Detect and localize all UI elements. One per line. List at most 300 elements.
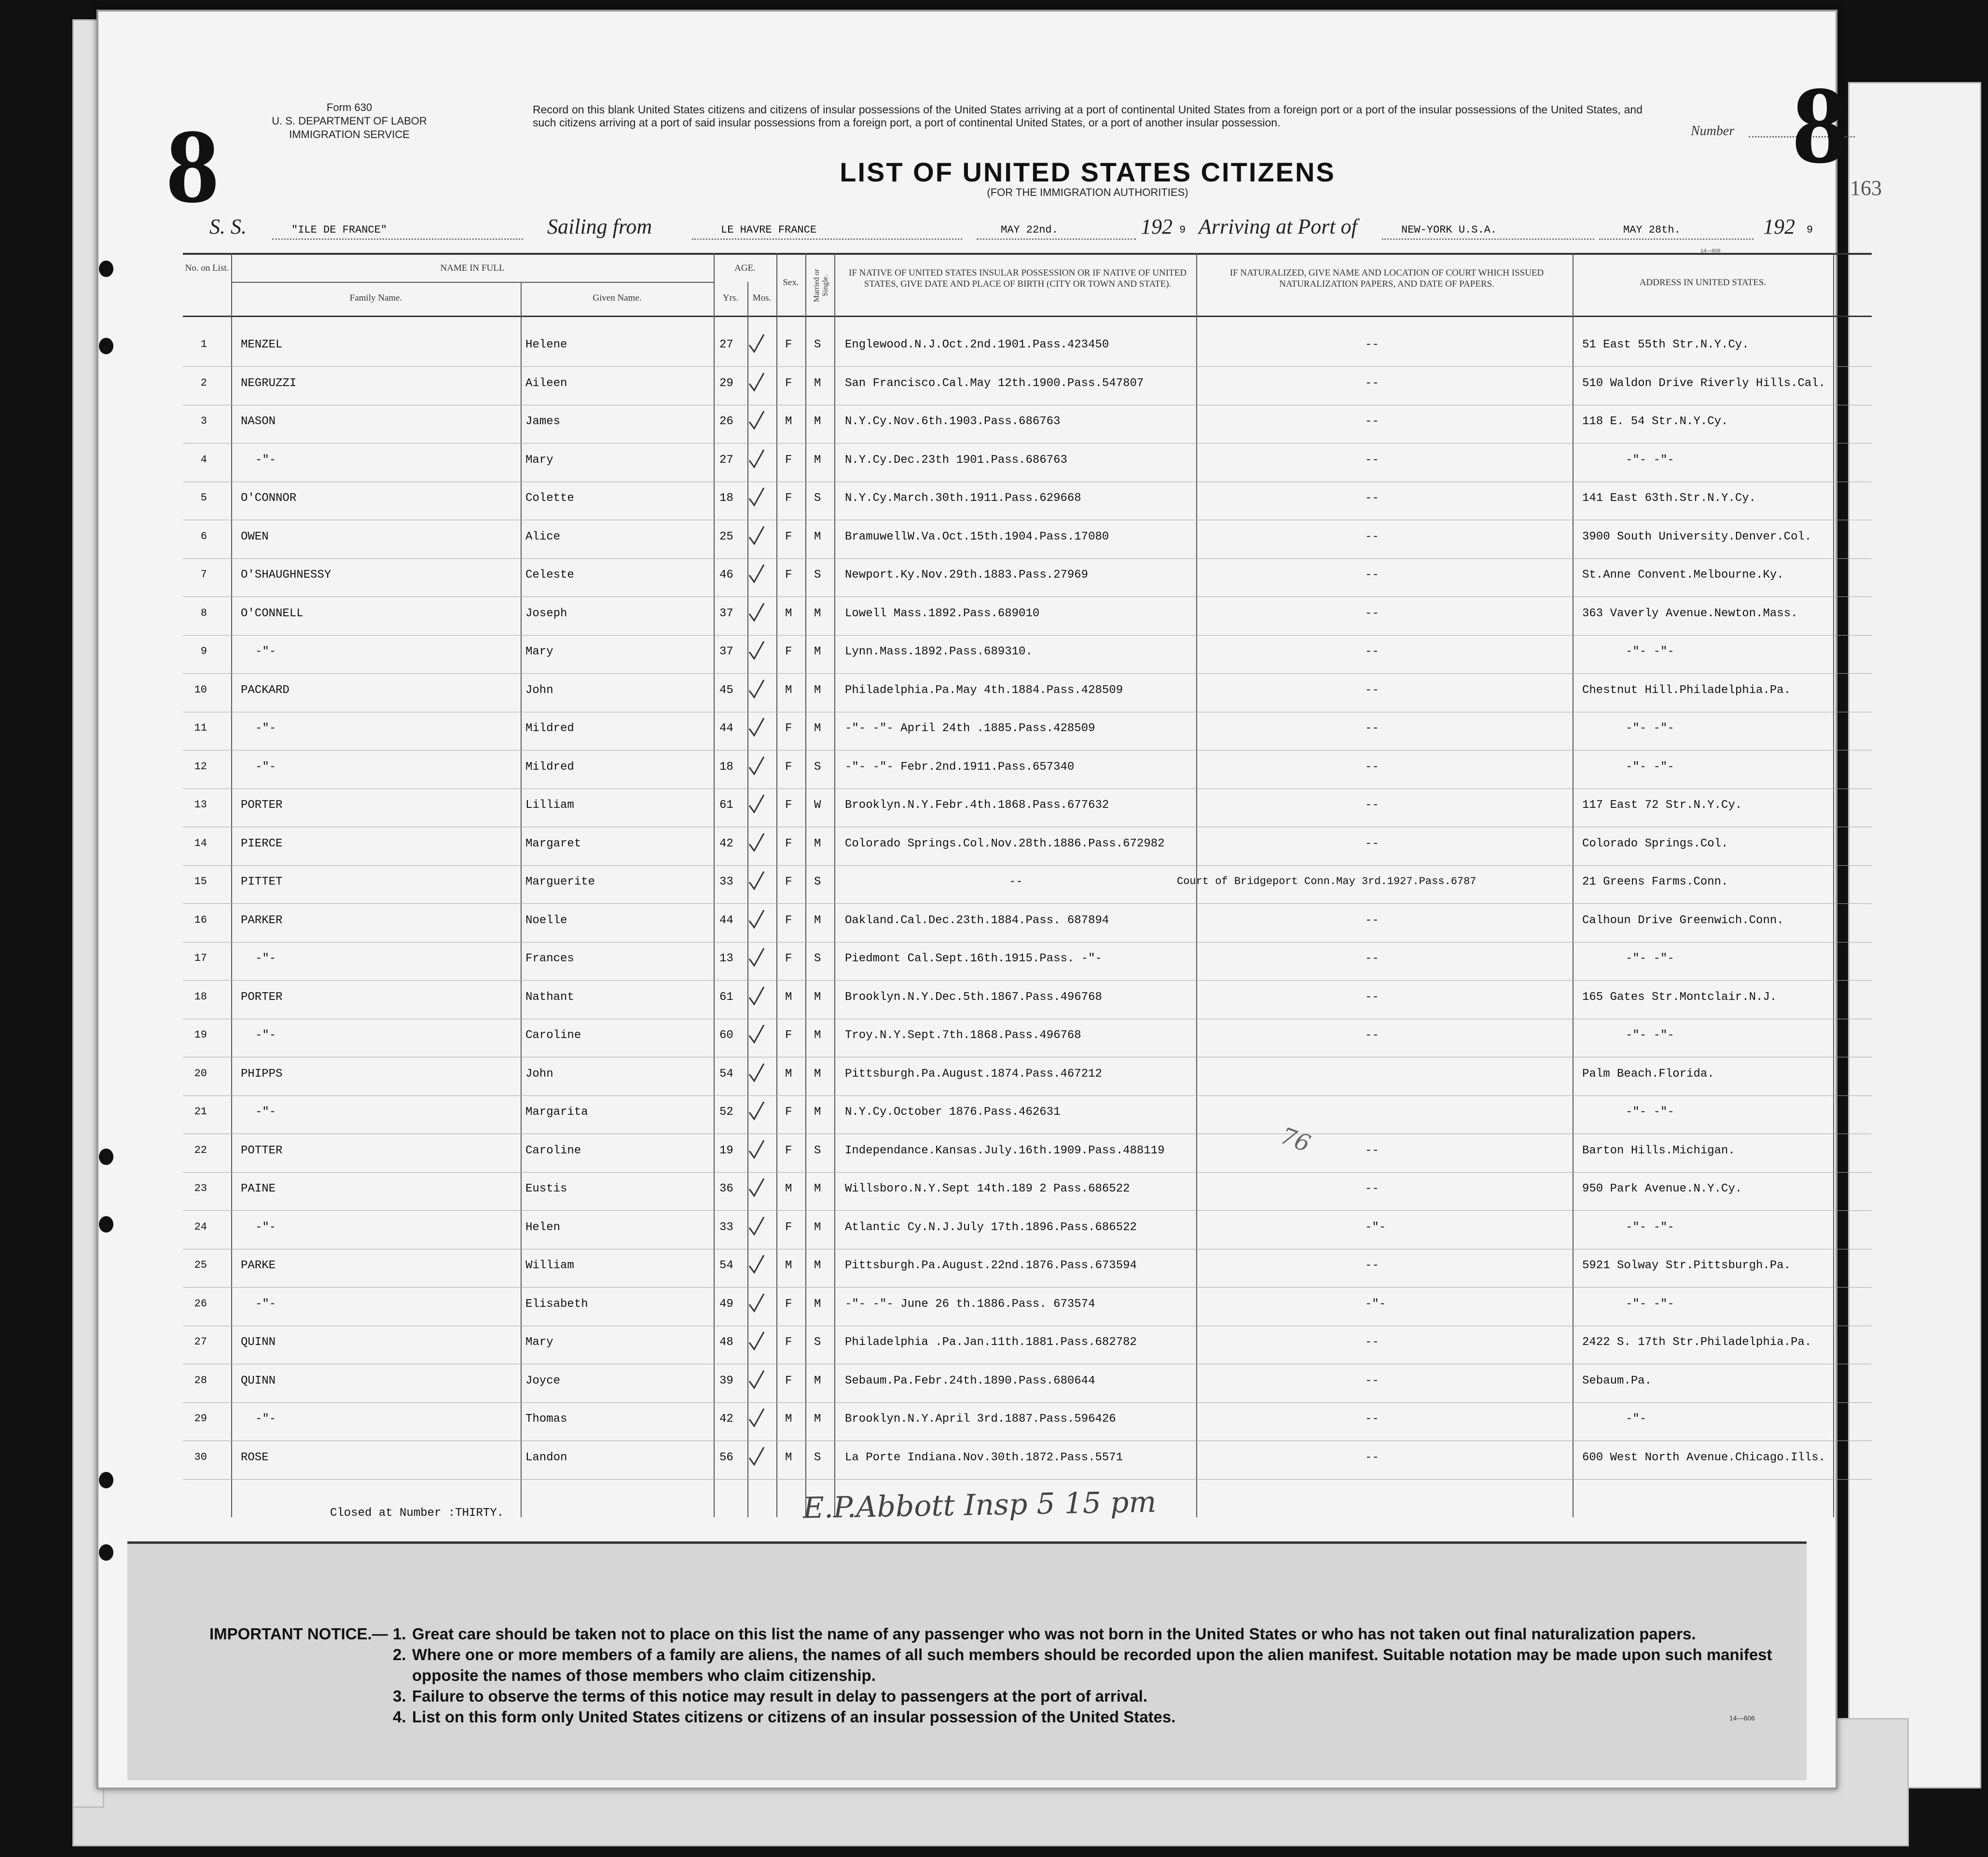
family-name-cell: O'CONNELL: [241, 607, 304, 620]
naturalization-cell: --: [1365, 799, 1379, 812]
age-years-cell: 54: [719, 1067, 733, 1081]
sex-cell: M: [785, 1413, 792, 1426]
age-years-cell: 45: [719, 683, 733, 697]
notice-item: 3. Failure to observe the terms of this notice may result in delay to passengers at the port of arrival.: [393, 1687, 1147, 1705]
family-name-cell: -"-: [255, 1029, 276, 1042]
age-years-cell: 25: [719, 530, 733, 543]
row-number: 17: [194, 952, 207, 964]
manifest-page: [97, 10, 1882, 1789]
family-name-cell: -"-: [255, 1220, 276, 1234]
address-cell: -"- -"-: [1626, 1297, 1674, 1311]
family-name-cell: PITTET: [241, 875, 283, 888]
address-cell: -"- -"-: [1626, 1220, 1674, 1234]
check-mark-icon: [748, 755, 765, 776]
marital-status-cell: M: [814, 1067, 821, 1081]
row-number: 12: [194, 760, 207, 773]
family-name-cell: PIERCE: [241, 837, 283, 850]
sex-cell: F: [785, 530, 792, 543]
sex-cell: F: [785, 1144, 792, 1157]
row-number: 8: [200, 607, 207, 619]
naturalization-cell: --: [1365, 453, 1379, 467]
form-id-line: Form 630: [326, 101, 373, 113]
check-mark-icon: [748, 831, 765, 853]
check-mark-icon: [748, 1369, 765, 1390]
marital-status-cell: M: [814, 1259, 821, 1272]
age-years-cell: 42: [719, 1413, 733, 1426]
birth-cell: Brooklyn.N.Y.April 3rd.1887.Pass.596426: [845, 1413, 1116, 1426]
binder-hole: [99, 1544, 113, 1561]
address-cell: -"- -"-: [1626, 1029, 1674, 1042]
sex-cell: M: [785, 990, 792, 1004]
given-name-cell: John: [525, 683, 553, 697]
check-mark-icon: [748, 1100, 765, 1121]
family-name-cell: MENZEL: [241, 338, 283, 351]
row-number: 14: [194, 837, 207, 849]
age-years-cell: 37: [719, 645, 733, 658]
birth-cell: Piedmont Cal.Sept.16th.1915.Pass. -"-: [845, 952, 1102, 965]
header-name-in-full: NAME IN FULL: [440, 263, 505, 273]
family-name-cell: PACKARD: [241, 683, 290, 697]
given-name-cell: Elisabeth: [525, 1297, 588, 1311]
family-name-cell: -"-: [255, 760, 276, 774]
naturalization-cell: --: [1365, 530, 1379, 543]
family-name-cell: PARKER: [241, 914, 283, 927]
address-cell: 363 Vaverly Avenue.Newton.Mass.: [1582, 607, 1798, 620]
marital-status-cell: S: [814, 1144, 821, 1157]
check-mark-icon: [748, 1407, 765, 1428]
row-rule: [183, 635, 1872, 636]
sex-cell: F: [785, 568, 792, 582]
address-cell: 2422 S. 17th Str.Philadelphia.Pa.: [1582, 1336, 1812, 1349]
row-number: 5: [200, 492, 207, 504]
given-name-cell: Caroline: [525, 1144, 581, 1157]
address-cell: Palm Beach.Florida.: [1582, 1067, 1714, 1081]
notice-item: 1. Great care should be taken not to place on this list the name of any passenger who was not born in the United States or who has not taken out final naturalization papers.: [393, 1625, 1696, 1643]
age-years-cell: 26: [719, 415, 733, 428]
address-cell: 5921 Solway Str.Pittsburgh.Pa.: [1582, 1259, 1791, 1272]
marital-status-cell: W: [814, 799, 821, 812]
marital-status-cell: M: [814, 530, 821, 543]
sex-cell: F: [785, 1336, 792, 1349]
header-yrs: Yrs.: [722, 293, 739, 303]
row-number: 23: [194, 1182, 207, 1194]
row-number: 15: [194, 875, 207, 887]
check-mark-icon: [748, 1138, 765, 1160]
given-name-cell: Aileen: [525, 376, 567, 390]
check-mark-icon: [748, 486, 765, 507]
naturalization-cell: --: [1365, 1182, 1379, 1195]
birth-cell: BramuwellW.Va.Oct.15th.1904.Pass.17080: [845, 530, 1109, 543]
address-cell: 117 East 72 Str.N.Y.Cy.: [1582, 799, 1742, 812]
row-rule: [183, 1095, 1872, 1096]
row-rule: [183, 865, 1872, 866]
family-name-cell: OWEN: [241, 530, 269, 543]
check-mark-icon: [748, 333, 765, 354]
given-name-cell: Thomas: [525, 1413, 567, 1426]
address-cell: -"- -"-: [1626, 645, 1674, 658]
header-family-name: Family Name.: [349, 293, 402, 303]
age-years-cell: 33: [719, 1220, 733, 1234]
age-years-cell: 61: [719, 799, 733, 812]
marital-status-cell: S: [814, 338, 821, 351]
header-no-on-list: No. on List.: [185, 263, 229, 273]
naturalization-cell: --: [1365, 1259, 1379, 1272]
birth-cell: Pittsburgh.Pa.August.1874.Pass.467212: [845, 1067, 1102, 1081]
marital-status-cell: M: [814, 1413, 821, 1426]
naturalization-cell: --: [1365, 607, 1379, 620]
header-subrule: [231, 282, 714, 283]
year-prefix-arrival: 192: [1763, 215, 1795, 238]
birth-cell: Sebaum.Pa.Febr.24th.1890.Pass.680644: [845, 1374, 1095, 1387]
naturalization-cell: -"-: [1365, 1297, 1386, 1311]
given-name-cell: Joseph: [525, 607, 567, 620]
age-years-cell: 18: [719, 492, 733, 505]
row-rule: [183, 366, 1872, 367]
given-name-cell: Mary: [525, 453, 553, 467]
birth-cell: Lowell Mass.1892.Pass.689010: [845, 607, 1040, 620]
age-years-cell: 18: [719, 760, 733, 774]
form-id-line: IMMIGRATION SERVICE: [289, 128, 410, 140]
age-years-cell: 61: [719, 990, 733, 1004]
address-cell: Sebaum.Pa.: [1582, 1374, 1652, 1387]
age-years-cell: 39: [719, 1374, 733, 1387]
page-subtitle: (FOR THE IMMIGRATION AUTHORITIES): [987, 186, 1188, 198]
naturalization-cell: --: [1365, 1029, 1379, 1042]
row-rule: [183, 596, 1872, 597]
age-years-cell: 56: [719, 1451, 733, 1464]
form-code-small: 14—606: [1700, 248, 1721, 254]
given-name-cell: Margarita: [525, 1106, 588, 1119]
birth-cell: Brooklyn.N.Y.Dec.5th.1867.Pass.496768: [845, 990, 1102, 1004]
check-mark-icon: [748, 1177, 765, 1198]
check-mark-icon: [748, 563, 765, 584]
passenger-table: [183, 253, 1872, 1517]
given-name-cell: Joyce: [525, 1374, 561, 1387]
number-value: 8: [1792, 63, 1848, 186]
check-mark-icon: [748, 1215, 765, 1236]
given-name-cell: Lilliam: [525, 799, 574, 812]
form-code: 14—606: [1729, 1714, 1755, 1722]
age-years-cell: 27: [719, 338, 733, 351]
address-cell: -"- -"-: [1626, 1106, 1674, 1119]
marital-status-cell: M: [814, 914, 821, 927]
marital-status-cell: M: [814, 607, 821, 620]
given-name-cell: William: [525, 1259, 574, 1272]
naturalization-cell: --: [1365, 990, 1379, 1004]
check-mark-icon: [748, 716, 765, 737]
sheet-number: 8: [166, 107, 219, 225]
given-name-cell: James: [525, 415, 561, 428]
naturalization-cell: --: [1365, 1374, 1379, 1387]
family-name-cell: -"-: [255, 1297, 276, 1311]
header-bottom-rule: [183, 316, 1872, 317]
row-number: 19: [194, 1029, 207, 1041]
birth-cell: Independance.Kansas.July.16th.1909.Pass.488119: [845, 1144, 1165, 1157]
row-number: 7: [200, 568, 207, 581]
address-cell: Colorado Springs.Col.: [1582, 837, 1728, 850]
marital-status-cell: M: [814, 990, 821, 1004]
given-name-cell: Mildred: [525, 722, 574, 735]
sex-cell: F: [785, 376, 792, 390]
birth-cell: Pittsburgh.Pa.August.22nd.1876.Pass.673594: [845, 1259, 1137, 1272]
row-number: 18: [194, 990, 207, 1003]
sex-cell: M: [785, 1182, 792, 1195]
naturalization-cell: --: [1365, 415, 1379, 428]
given-name-cell: Nathant: [525, 990, 574, 1004]
row-number: 3: [200, 415, 207, 427]
address-cell: -"- -"-: [1626, 722, 1674, 735]
marital-status-cell: M: [814, 683, 821, 697]
family-name-cell: -"-: [255, 1413, 276, 1426]
naturalization-cell: --: [1365, 1413, 1379, 1426]
naturalization-cell: --: [1365, 1451, 1379, 1464]
row-number: 27: [194, 1336, 207, 1348]
marital-status-cell: S: [814, 875, 821, 888]
row-number: 26: [194, 1297, 207, 1310]
birth-cell: Atlantic Cy.N.J.July 17th.1896.Pass.686522: [845, 1220, 1137, 1234]
naturalization-cell: -"-: [1365, 1220, 1386, 1234]
given-name-cell: Margaret: [525, 837, 581, 850]
row-number: 13: [194, 799, 207, 811]
age-years-cell: 37: [719, 607, 733, 620]
given-name-cell: Colette: [525, 492, 574, 505]
header-naturalized: IF NATURALIZED, GIVE NAME AND LOCATION OF COURT WHICH ISSUED NATURALIZATION PAPERS, AND DATE OF PAPERS.: [1229, 268, 1544, 289]
header-married-single: Married or Single.: [813, 269, 829, 302]
family-name-cell: -"-: [255, 645, 276, 658]
marital-status-cell: M: [814, 1297, 821, 1311]
port-from: LE HAVRE FRANCE: [721, 224, 817, 236]
family-name-cell: PHIPPS: [241, 1067, 283, 1081]
check-mark-icon: [748, 1062, 765, 1083]
binder-hole: [99, 1472, 113, 1488]
family-name-cell: -"-: [255, 453, 276, 467]
naturalization-cell: --: [1365, 760, 1379, 774]
age-years-cell: 46: [719, 568, 733, 582]
marital-status-cell: M: [814, 453, 821, 467]
given-name-cell: Mary: [525, 645, 553, 658]
age-years-cell: 52: [719, 1106, 733, 1119]
age-years-cell: 48: [719, 1336, 733, 1349]
marital-status-cell: M: [814, 722, 821, 735]
binder-hole: [99, 1216, 113, 1233]
family-name-cell: PORTER: [241, 799, 283, 812]
naturalization-cell: --: [1365, 338, 1379, 351]
family-name-cell: NASON: [241, 415, 276, 428]
marital-status-cell: M: [814, 415, 821, 428]
row-rule: [183, 903, 1872, 904]
family-name-cell: O'SHAUGHNESSY: [241, 568, 331, 582]
voyage-line: [209, 214, 1850, 243]
age-years-cell: 33: [719, 875, 733, 888]
family-name-cell: QUINN: [241, 1336, 276, 1349]
marital-status-cell: M: [814, 1220, 821, 1234]
birth-cell: Englewood.N.J.Oct.2nd.1901.Pass.423450: [845, 338, 1109, 351]
row-rule: [183, 980, 1872, 981]
birth-cell: -"- -"- April 24th .1885.Pass.428509: [845, 722, 1095, 735]
notice-label: IMPORTANT NOTICE.—: [209, 1625, 388, 1643]
address-cell: Barton Hills.Michigan.: [1582, 1144, 1735, 1157]
birth-cell: Philadelphia .Pa.Jan.11th.1881.Pass.682782: [845, 1336, 1137, 1349]
check-mark-icon: [748, 678, 765, 699]
check-mark-icon: [748, 1292, 765, 1313]
naturalization-cell: --: [1365, 492, 1379, 505]
binder-hole: [99, 261, 113, 277]
form-instruction: Record on this blank United States citizens and citizens of insular possessions of the United States arriving at a port of continental United States from a foreign port or a port of the insular possessions of the United States, and such citizens arriving at a port of said insular possessions from a foreign port, a port of continental United States, or a port of another insular possession.: [533, 103, 1643, 129]
given-name-cell: Frances: [525, 952, 574, 965]
check-mark-icon: [748, 1023, 765, 1044]
naturalization-cell: --: [1365, 568, 1379, 582]
header-mos: Mos.: [752, 293, 772, 303]
row-number: 30: [194, 1451, 207, 1463]
given-name-cell: Marguerite: [525, 875, 595, 888]
row-number: 10: [194, 683, 207, 696]
given-name-cell: Mary: [525, 1336, 553, 1349]
given-name-cell: Noelle: [525, 914, 567, 927]
sex-cell: M: [785, 1259, 792, 1272]
ss-label: S. S.: [209, 215, 247, 238]
number-label: Number: [1691, 124, 1735, 139]
row-number: 6: [200, 530, 207, 542]
family-name-cell: O'CONNOR: [241, 492, 297, 505]
check-mark-icon: [748, 793, 765, 814]
row-rule: [183, 1172, 1872, 1173]
given-name-cell: Mildred: [525, 760, 574, 774]
given-name-cell: Eustis: [525, 1182, 567, 1195]
sex-cell: F: [785, 1297, 792, 1311]
inspector-signature: E.P.Abbott Insp 5 15 pm: [802, 1485, 1157, 1525]
sex-cell: F: [785, 1374, 792, 1387]
address-cell: 165 Gates Str.Montclair.N.J.: [1582, 990, 1777, 1004]
marital-status-cell: M: [814, 1106, 821, 1119]
row-number: 16: [194, 914, 207, 926]
row-rule: [183, 1402, 1872, 1403]
sex-cell: F: [785, 914, 792, 927]
age-years-cell: 44: [719, 722, 733, 735]
sex-cell: F: [785, 799, 792, 812]
family-name-cell: -"-: [255, 952, 276, 965]
check-mark-icon: [748, 409, 765, 430]
arriving-label: Arriving at Port of: [1199, 215, 1357, 238]
address-cell: -"- -"-: [1626, 952, 1674, 965]
form-identifier: [248, 101, 451, 141]
ship-name: "ILE DE FRANCE": [291, 224, 387, 236]
sex-cell: F: [785, 760, 792, 774]
family-name-cell: POTTER: [241, 1144, 283, 1157]
address-cell: 21 Greens Farms.Conn.: [1582, 875, 1728, 888]
age-years-cell: 49: [719, 1297, 733, 1311]
check-mark-icon: [748, 371, 765, 392]
page-title: LIST OF UNITED STATES CITIZENS: [840, 157, 1336, 187]
address-cell: 118 E. 54 Str.N.Y.Cy.: [1582, 415, 1728, 428]
sex-cell: F: [785, 492, 792, 505]
naturalization-cell: --: [1365, 683, 1379, 697]
marital-status-cell: S: [814, 952, 821, 965]
sex-cell: M: [785, 1067, 792, 1081]
row-number: 1: [200, 338, 207, 350]
sex-cell: M: [785, 607, 792, 620]
date-from: MAY 22nd.: [1001, 224, 1058, 236]
year-digit-arrival: 9: [1807, 224, 1813, 236]
check-mark-icon: [748, 1330, 765, 1351]
sex-cell: F: [785, 1220, 792, 1234]
given-name-cell: Caroline: [525, 1029, 581, 1042]
binder-hole: [99, 338, 113, 354]
address-cell: -"- -"-: [1626, 760, 1674, 774]
marital-status-cell: S: [814, 1336, 821, 1349]
header-age: AGE.: [734, 263, 756, 273]
year-digit: 9: [1179, 224, 1186, 236]
check-mark-icon: [748, 985, 765, 1006]
sex-cell: F: [785, 875, 792, 888]
row-number: 2: [200, 376, 207, 389]
row-number: 4: [200, 453, 207, 466]
table-top-rule: [183, 253, 1872, 255]
sex-cell: F: [785, 952, 792, 965]
check-mark-icon: [748, 946, 765, 968]
row-rule: [183, 1287, 1872, 1288]
form-id-line: U. S. DEPARTMENT OF LABOR: [272, 115, 427, 127]
sex-cell: F: [785, 1106, 792, 1119]
naturalization-cell: --: [1365, 837, 1379, 850]
naturalization-cell: --: [1365, 645, 1379, 658]
given-name-cell: Alice: [525, 530, 561, 543]
address-cell: 510 Waldon Drive Riverly Hills.Cal.: [1582, 376, 1826, 390]
row-rule: [183, 673, 1872, 674]
address-cell: 51 East 55th Str.N.Y.Cy.: [1582, 338, 1749, 351]
naturalization-cell: --: [1365, 914, 1379, 927]
marital-status-cell: S: [814, 1451, 821, 1464]
address-cell: Calhoun Drive Greenwich.Conn.: [1582, 914, 1784, 927]
sailing-from-label: Sailing from: [547, 215, 652, 238]
birth-cell: N.Y.Cy.March.30th.1911.Pass.629668: [845, 492, 1081, 505]
naturalization-cell: --: [1365, 722, 1379, 735]
family-name-cell: PAINE: [241, 1182, 276, 1195]
birth-cell: --: [1009, 875, 1023, 888]
address-cell: St.Anne Convent.Melbourne.Ky.: [1582, 568, 1784, 582]
row-number: 21: [194, 1106, 207, 1118]
row-rule: [183, 1479, 1872, 1480]
age-years-cell: 19: [719, 1144, 733, 1157]
marital-status-cell: M: [814, 1029, 821, 1042]
birth-cell: N.Y.Cy.Dec.23th 1901.Pass.686763: [845, 453, 1067, 467]
notice-item: 2. Where one or more members of a family are aliens, the names of all such members should be recorded upon the alien manifest. Suitable notation may be made upon such manifest opposite the names of those members who claim citizenship.: [393, 1646, 1772, 1684]
age-years-cell: 42: [719, 837, 733, 850]
given-name-cell: Helene: [525, 338, 567, 351]
page-stamp-number: 163: [1850, 176, 1882, 200]
date-to: MAY 28th.: [1623, 224, 1681, 236]
birth-cell: Philadelphia.Pa.May 4th.1884.Pass.428509: [845, 683, 1123, 697]
row-number: 22: [194, 1144, 207, 1156]
family-name-cell: ROSE: [241, 1451, 269, 1464]
header-birth: IF NATIVE OF UNITED STATES INSULAR POSSESSION OR IF NATIVE OF UNITED STATES, GIVE DATE AND PLACE OF BIRTH (CITY OR TOWN AND STATE).: [849, 268, 1187, 289]
birth-cell: Newport.Ky.Nov.29th.1883.Pass.27969: [845, 568, 1089, 582]
check-mark-icon: [748, 525, 765, 546]
row-number: 24: [194, 1220, 207, 1233]
check-mark-icon: [748, 870, 765, 891]
birth-cell: -"- -"- June 26 th.1886.Pass. 673574: [845, 1297, 1095, 1311]
naturalization-cell: --: [1365, 952, 1379, 965]
birth-cell: La Porte Indiana.Nov.30th.1872.Pass.5571: [845, 1451, 1123, 1464]
given-name-cell: John: [525, 1067, 553, 1081]
sex-cell: M: [785, 683, 792, 697]
address-cell: 950 Park Avenue.N.Y.Cy.: [1582, 1182, 1742, 1195]
naturalization-cell: --: [1365, 376, 1379, 390]
marital-status-cell: M: [814, 1182, 821, 1195]
marital-status-cell: S: [814, 760, 821, 774]
birth-cell: N.Y.Cy.October 1876.Pass.462631: [845, 1106, 1061, 1119]
row-number: 11: [194, 722, 207, 734]
year-prefix: 192: [1141, 215, 1173, 238]
